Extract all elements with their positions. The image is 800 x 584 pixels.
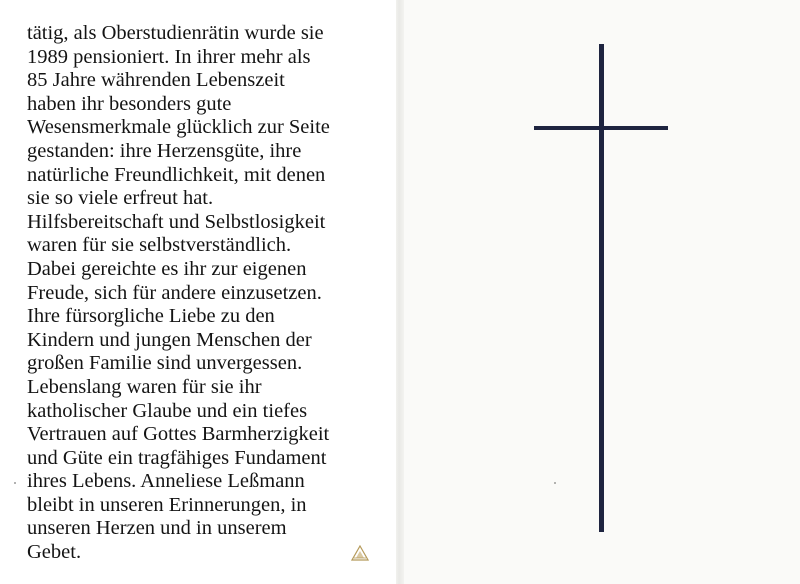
text-line: und Güte ein tragfähiges Fundament xyxy=(27,446,327,469)
paper-speck xyxy=(554,482,556,484)
text-line: Gebet. xyxy=(27,541,82,564)
text-line: sie so viele erfreut hat. xyxy=(27,187,214,210)
text-line: tätig, als Oberstudienrätin wurde sie xyxy=(27,22,324,44)
text-line: Dabei gereichte es ihr zur eigenen xyxy=(27,257,307,280)
right-page xyxy=(404,0,800,584)
text-line: Freude, sich für andere einzusetzen. xyxy=(27,281,322,304)
text-line: waren für sie selbstverständlich. xyxy=(27,234,292,257)
latin-cross-icon xyxy=(404,0,800,584)
text-line: katholischer Glaube und ein tiefes xyxy=(27,399,308,422)
text-line: großen Familie sind unvergessen. xyxy=(27,352,303,375)
text-line: natürliche Freundlichkeit, mit denen xyxy=(27,163,326,186)
printer-logo-icon xyxy=(351,545,369,561)
text-line: Lebenslang waren für sie ihr xyxy=(27,375,262,398)
card-fold xyxy=(396,0,404,584)
obituary-text xyxy=(27,22,387,565)
text-line: Vertrauen auf Gottes Barmherzigkeit xyxy=(27,423,330,446)
text-line: Wesensmerkmale glücklich zur Seite xyxy=(27,116,330,139)
text-line: bleibt in unseren Erinnerungen, in xyxy=(27,493,307,516)
paper-speck xyxy=(14,482,16,484)
text-line: haben ihr besonders gute xyxy=(27,92,232,115)
text-line: unseren Herzen und in unserem xyxy=(27,517,287,540)
left-page xyxy=(0,0,398,584)
text-line: ihres Lebens. Anneliese Leßmann xyxy=(27,470,305,493)
text-line: Hilfsbereitschaft und Selbstlosigkeit xyxy=(27,210,326,233)
text-line: Kindern und jungen Menschen der xyxy=(27,328,312,351)
text-line: gestanden: ihre Herzensgüte, ihre xyxy=(27,139,302,162)
text-line: 85 Jahre währenden Lebenszeit xyxy=(27,69,285,92)
text-line: 1989 pensioniert. In ihrer mehr als xyxy=(27,45,311,68)
text-line: Ihre fürsorgliche Liebe zu den xyxy=(27,305,275,328)
